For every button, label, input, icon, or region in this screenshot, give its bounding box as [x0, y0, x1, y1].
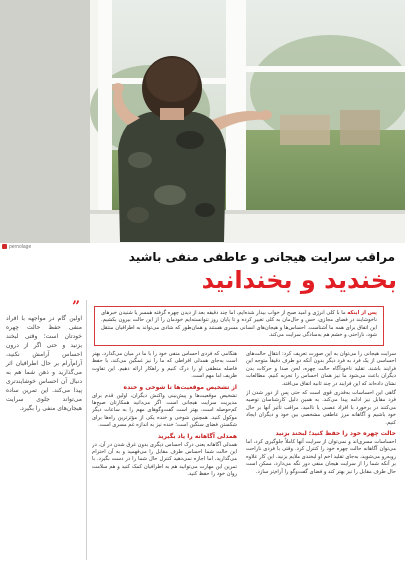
body-paragraph: تشخیص موقعیت‌ها و پیش‌بینی واکنش دیگران، اولین قدم برای مدیریت سرایت هیجانی است. اگر می‌دانید همکارتان صبح‌ها کم‌حوصله است، بهتر است گفت‌وگوهای مهم را به ساعات دیگر موکول کنید. همچنین شوخی و خنده یکی از مؤثرترین راه‌ها برای شکستن فضای سنگین است؛ خنده نیز به اندازه غم مسری است. [92, 392, 237, 429]
boy-at-window-illustration [0, 0, 405, 243]
lead-text: ما با کلی انرژی و امید صبح از خواب بیدار شده‌ایم، اما چند دقیقه بعد از دیدن چهره گرفته همسر یا شنیدن خبرهای ناخوشایند در فضای مجازی، حس و حال‌مان به کلی تغییر کرده و تا پایان روز نتوانسته‌ایم خودمان را از این حالت بیرون بکشیم. این اتفاق برای همه ما آشناست. احساس‌ها و هیجان‌های انسانی مسری هستند و همان‌طور که شادی می‌تواند به اطرافیان منتقل شود، ناراحتی و خشم هم به‌سادگی سرایت می‌کند. [101, 310, 377, 338]
sidebar-quote [6, 300, 82, 560]
photo-credit [2, 244, 31, 251]
column-divider [86, 300, 87, 560]
quote-mark-icon: ” [71, 299, 80, 315]
section-heading: همدلی آگاهانه را یاد بگیرید [157, 432, 237, 440]
credit-marker-icon [2, 244, 7, 249]
section-heading: حالت چهره خود را حفظ کنید؛ لبخند بزنید [275, 430, 396, 438]
article-lead-box [94, 306, 384, 346]
body-paragraph: همدلی آگاهانه یعنی درک احساس دیگری بدون غرق شدن در آن. در این حالت شما احساس طرف مقابل را می‌فهمید و به آن احترام می‌گذارید، اما اجازه نمی‌دهید کنترل حال شما را در دست بگیرد. با تمرین این مهارت می‌توانید هم به اطرافیان کمک کنید و هم سلامت روان خود را حفظ کنید. [92, 441, 237, 478]
article-subtitle: مراقب سرایت هیجانی و عاطفی منفی باشید [128, 250, 395, 264]
section-heading: از تشخیص موقعیت‌ها تا شوخی و خنده [123, 383, 237, 391]
article-column-middle [92, 351, 237, 563]
article-column-right [246, 351, 396, 563]
body-paragraph: سرایت هیجانی را می‌توان به این صورت تعریف کرد: انتقال حالت‌های احساسی از یک فرد به فرد دیگر بدون آنکه دو طرف دقیقاً متوجه این فرایند باشند. تقلید ناخودآگاه حالت چهره، لحن صدا و حرکات بدن دیگران باعث می‌شود ما نیز همان احساس را تجربه کنیم. مطالعات نشان داده‌اند که این فرایند در چند ثانیه اتفاق می‌افتد. [246, 351, 396, 387]
sidebar-quote-text: اولین گام در مواجهه با افراد منفی حفظ حالت چهره خودتان است؛ وقتی لبخند بزنید و حتی اگر از درون احساس آرامش نکنید، آرام‌آرام بر حال اطرافیان اثر می‌گذارید و ذهن شما هم به دنبال آن احساس خوشایندتری پیدا می‌کند. این تمرین ساده می‌تواند جلوی سرایت هیجان‌های منفی را بگیرد. [6, 315, 82, 412]
lead-lede: پس از اینکه [347, 310, 377, 316]
photo-credit-text: pernolage [9, 244, 32, 250]
article-photo [0, 0, 405, 243]
article-headline: بخندید و بخندانید [201, 266, 397, 294]
body-paragraph: گاهی این احساسات به‌قدری قوی است که حتی پس از دور شدن از فرد مقابل نیز ادامه پیدا می‌کند. به همین دلیل کارشناسان توصیه می‌کنند در برخورد با افراد عصبی یا ناامید، مراقب تأثیر آنها بر حال خود باشیم و آگاهانه مرز عاطفی مشخصی بین خود و دیگران ایجاد کنیم. [246, 390, 396, 426]
body-paragraph: احساسات مسری‌اند و نمی‌توان از سرایت آنها کاملاً جلوگیری کرد، اما می‌توان آگاهانه حالت چهره خود را کنترل کرد. وقتی با فردی ناراحت روبه‌رو می‌شوید، به‌جای تقلید اخم او لبخندی ملایم بزنید. این کار علاوه بر آنکه شما را از سرایت هیجان منفی دور نگه می‌دارد، ممکن است حال طرف مقابل را نیز بهتر کند و فضای گفت‌وگو را آرام‌تر سازد. [246, 439, 396, 475]
body-paragraph: هنگامی که فردی احساس منفی خود را با ما در میان می‌گذارد، بهتر است به‌جای همدلی افراطی که ما را نیز غمگین می‌کند، با حفظ فاصله منطقی او را درک کنیم و راهکار ارائه دهیم. این تفاوت ظریف اما مهم است. [92, 351, 237, 380]
